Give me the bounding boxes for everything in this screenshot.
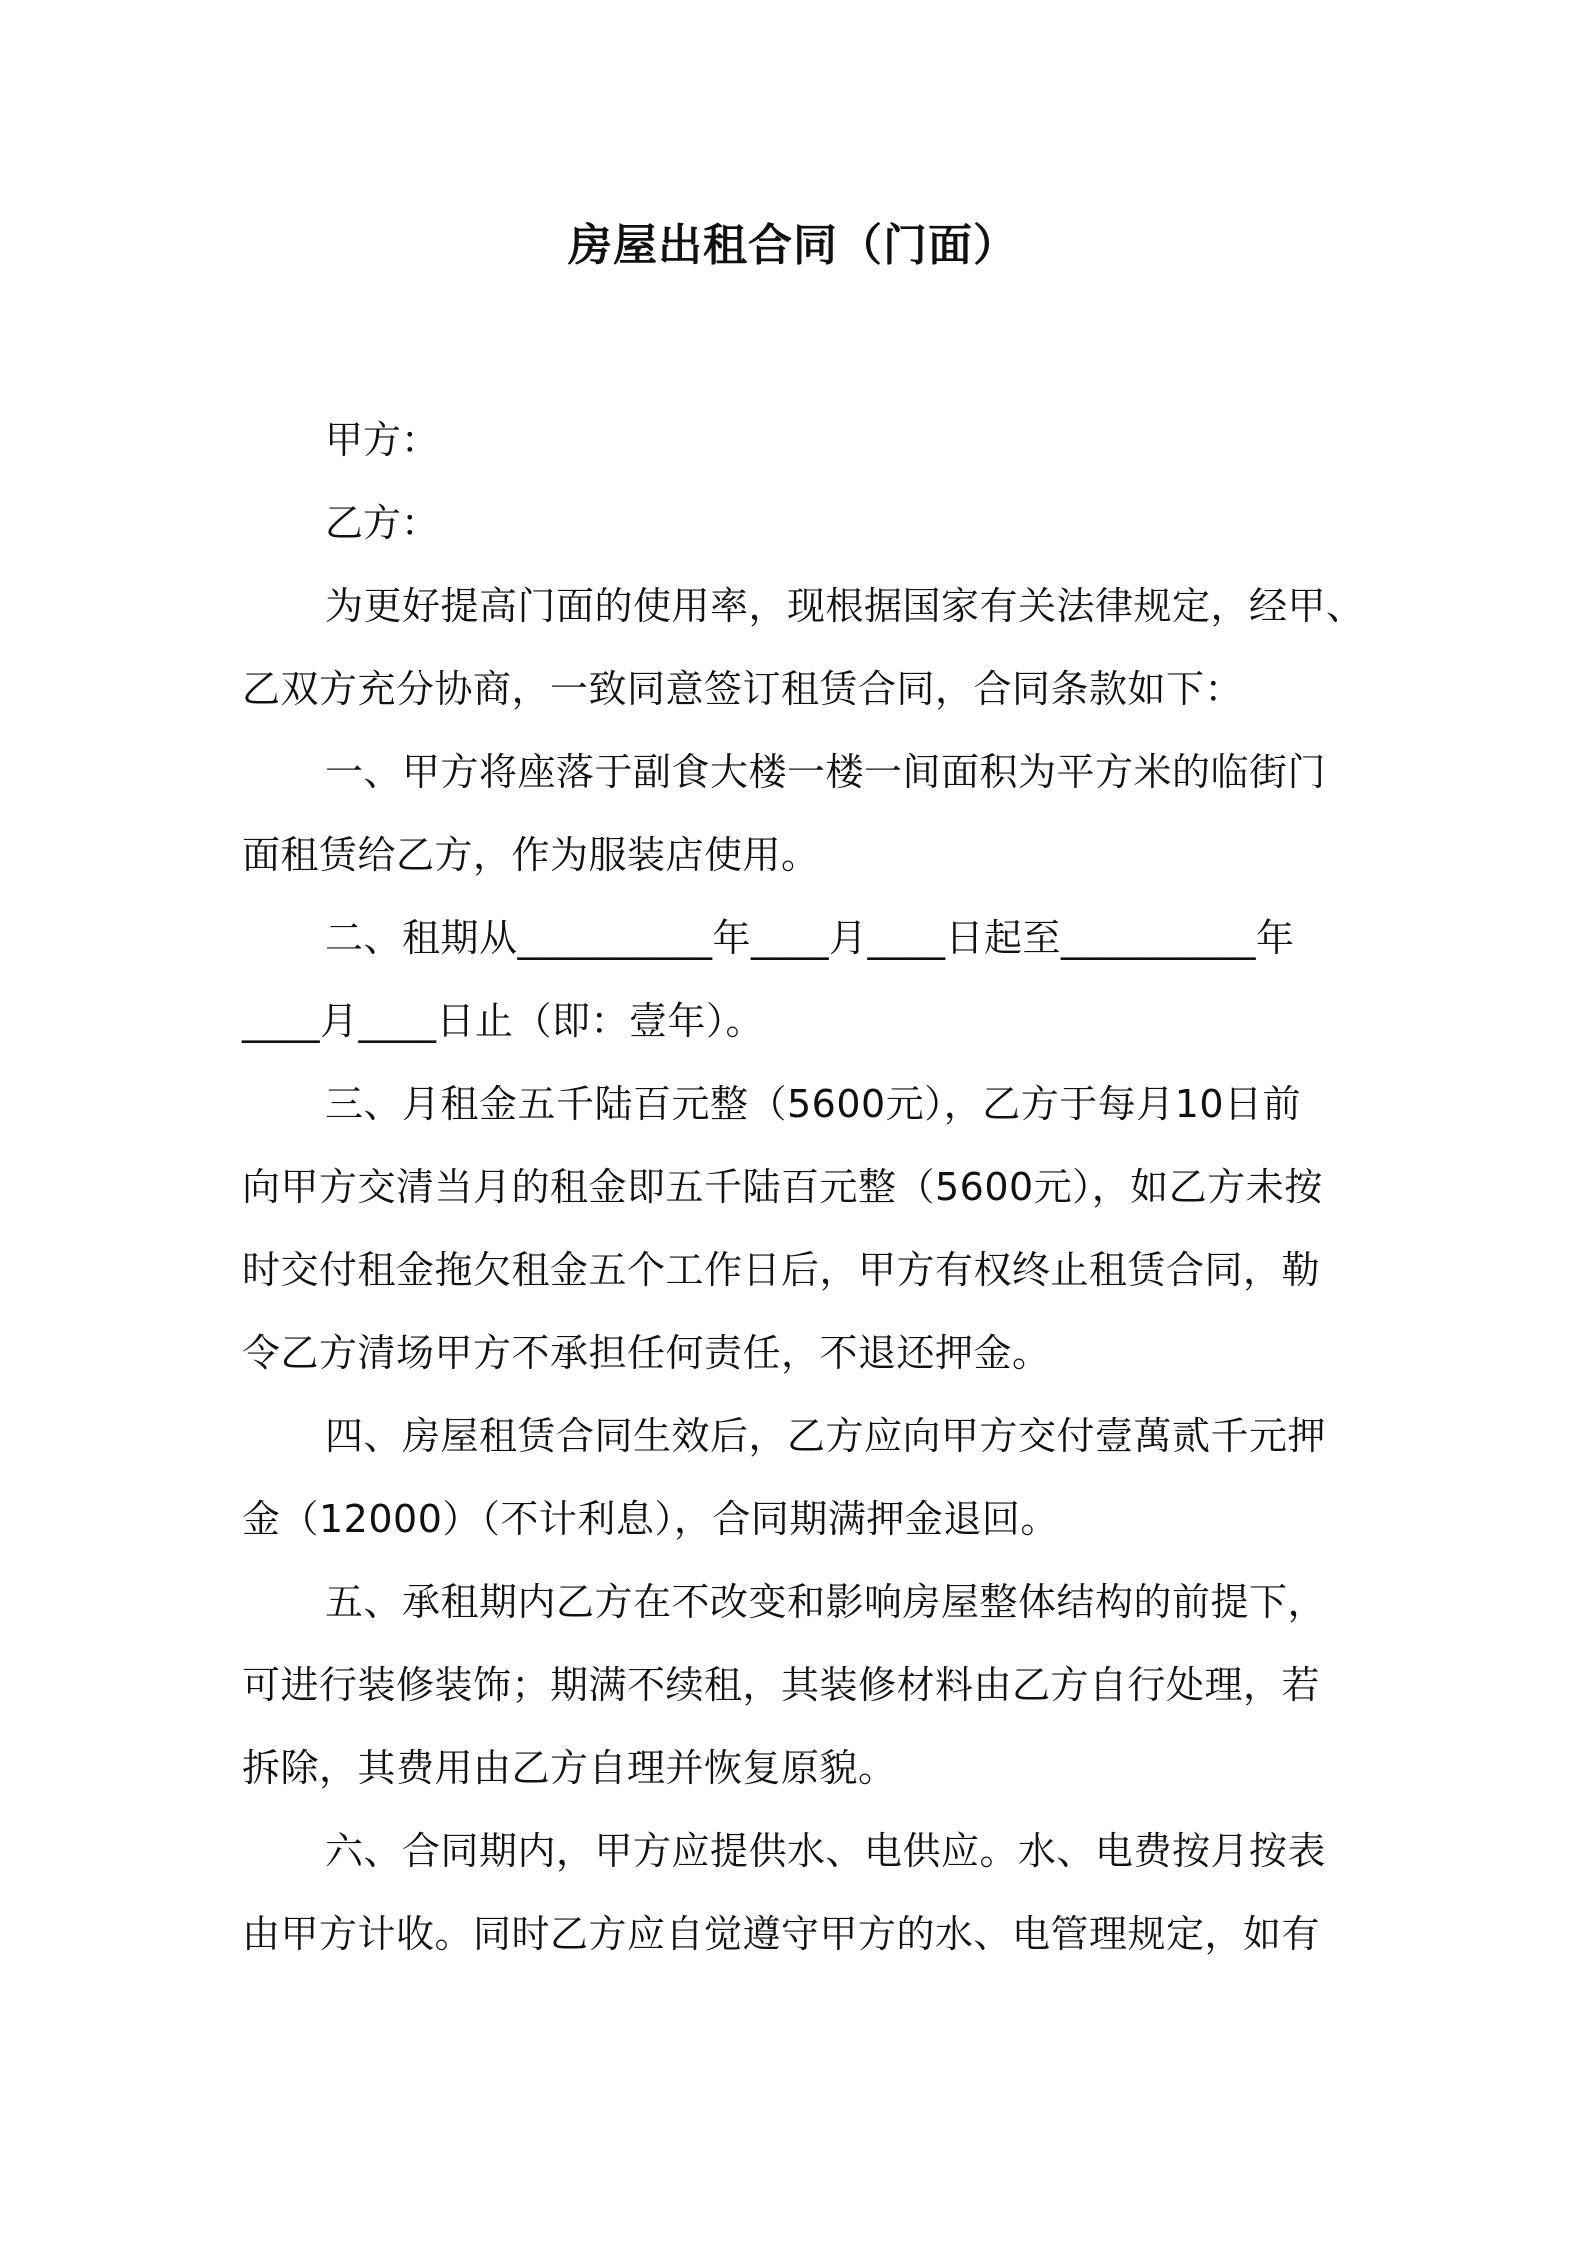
clause-1-line: 一、甲方将座落于副食大楼一楼一间面积为平方米的临街门 bbox=[325, 750, 1327, 794]
paragraph-line: 乙双方充分协商，一致同意签订租赁合同，合同条款如下： bbox=[242, 667, 1244, 711]
clause-2-line: ____月____日止（即：壹年）。 bbox=[242, 999, 765, 1043]
clause-4-line: 金（12000）（不计利息），合同期满押金退回。 bbox=[242, 1497, 1059, 1541]
clause-6-line: 由甲方计收。同时乙方应自觉遵守甲方的水、电管理规定，如有 bbox=[242, 1912, 1321, 1956]
clause-6-line: 六、合同期内，甲方应提供水、电供应。水、电费按月按表 bbox=[325, 1829, 1327, 1873]
document-title: 房屋出租合同（门面） bbox=[568, 220, 1018, 271]
paragraph-line: 为更好提高门面的使用率，现根据国家有关法律规定，经甲、 bbox=[325, 584, 1365, 628]
clause-5-line: 五、承租期内乙方在不改变和影响房屋整体结构的前提下， bbox=[325, 1580, 1327, 1624]
party-a-label: 甲方： bbox=[325, 418, 440, 462]
clause-5-line: 可进行装修装饰；期满不续租，其装修材料由乙方自行处理，若 bbox=[242, 1663, 1321, 1707]
party-b-label: 乙方： bbox=[325, 501, 440, 545]
clause-3-line: 向甲方交清当月的租金即五千陆百元整（5600元），如乙方未按 bbox=[242, 1165, 1323, 1209]
clause-5-line: 拆除，其费用由乙方自理并恢复原貌。 bbox=[242, 1746, 897, 1790]
clause-3-line: 三、月租金五千陆百元整（5600元），乙方于每月10日前 bbox=[325, 1082, 1302, 1126]
clause-3-line: 时交付租金拖欠租金五个工作日后，甲方有权终止租赁合同，勒 bbox=[242, 1248, 1321, 1292]
clause-2-line: 二、租期从__________年____月____日起至__________年 bbox=[325, 916, 1295, 960]
clause-3-line: 令乙方清场甲方不承担任何责任，不退还押金。 bbox=[242, 1331, 1051, 1375]
clause-1-line: 面租赁给乙方，作为服装店使用。 bbox=[242, 833, 820, 877]
clause-4-line: 四、房屋租赁合同生效后，乙方应向甲方交付壹萬贰千元押 bbox=[325, 1414, 1327, 1458]
